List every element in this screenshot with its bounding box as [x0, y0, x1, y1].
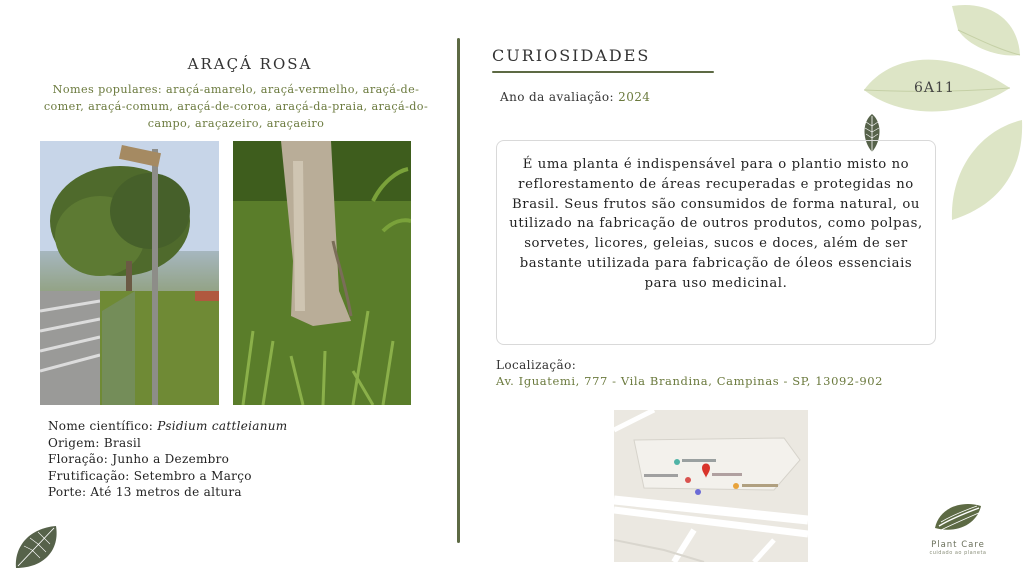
brand-tagline: cuidado ao planeta [929, 550, 987, 556]
size-row: Porte: Até 13 metros de altura [48, 485, 242, 499]
fruiting-row: Frutificação: Setembro a Março [48, 468, 252, 483]
location-map[interactable] [614, 410, 808, 562]
leaf-icon [10, 522, 60, 572]
scientific-name: Psidium cattleianum [157, 419, 288, 433]
brand-leaf-icon [931, 500, 985, 534]
trunk-photo [233, 141, 411, 405]
brand-name: Plant Care [931, 540, 985, 550]
flowering-row: Floração: Junho a Dezembro [48, 452, 230, 466]
brand-logo [918, 500, 998, 556]
popular-names: Nomes populares: araçá-amarelo, araçá-vermelho, araçá-de-comer, araçá-comum, araçá-de-coroa, araçá-da-praia, araçá-do-campo, araçazeiro, araçaeiro [43, 83, 429, 130]
title-underline [492, 71, 714, 73]
location-label: Localização: [496, 358, 577, 372]
tree-photo [40, 141, 219, 405]
evaluation-year: Ano da avaliação: 2024 [500, 90, 651, 104]
year-value: 2024 [618, 90, 651, 104]
column-divider [457, 38, 460, 543]
location-address: Av. Iguatemi, 777 - Vila Brandina, Campinas - SP, 13092-902 [496, 374, 884, 388]
plant-code: 6A11 [914, 80, 955, 96]
origin-row: Origem: Brasil [48, 435, 142, 450]
curiosities-title: CURIOSIDADES [492, 46, 651, 65]
curiosity-card [496, 140, 936, 345]
scientific-name-row: Nome científico: Psidium cattleianum [48, 419, 288, 433]
plant-facts [48, 418, 287, 501]
curiosity-text: É uma planta é indispensável para o plantio misto no reflorestamento de áreas recuperadas e protegidas no Brasil. Seus frutos são consumidos de forma natural, ou utilizado na fabricação de outros produtos, como polpas, sorvetes, licores, geleias, sucos e doces, além de ser bastante utilizada para fabricação de óleos essenciais para uso medicinal. [509, 157, 923, 291]
plant-title: ARAÇÁ ROSA [187, 55, 313, 73]
